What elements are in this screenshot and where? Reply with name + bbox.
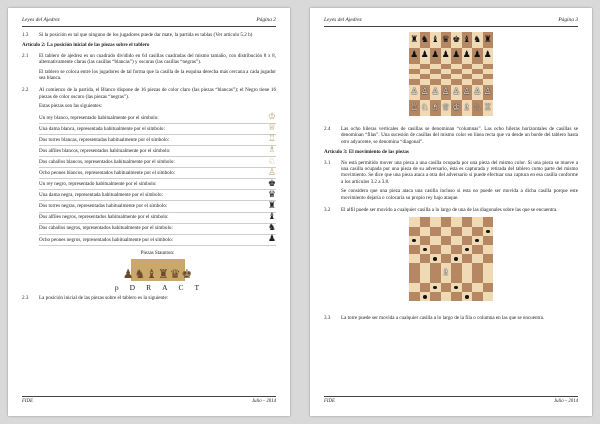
board-square [409,236,420,245]
board-square [420,100,431,116]
board-square [472,85,483,101]
chess-piece-icon: ♙ [473,87,482,98]
staunton-piece-icon: ♝ [146,267,157,282]
piece-description: Ocho peones negros, representados habitualmente por el símbolo: [39,236,174,243]
board-square [430,236,441,245]
board-square [451,245,462,254]
chess-piece-icon: ♙ [420,87,429,98]
document-page-left [8,8,290,416]
article-number: 3.1 [324,159,331,166]
piece-letter: T [194,283,201,293]
board-square [462,236,473,245]
board-square [483,292,494,301]
chess-piece-icon: ♗ [267,145,276,156]
article-2-4 [324,126,578,145]
article-number: 2.4 [324,126,331,132]
board-square [462,227,473,236]
chess-piece-icon: ♟ [441,50,450,61]
move-marker-icon [465,295,469,298]
move-marker-icon [454,286,458,289]
board-square [409,32,420,48]
header-page-number: Página 2 [256,17,276,23]
board-square [483,100,494,116]
board-square [451,254,462,263]
header-title: Leyes del Ajedrez [22,17,60,23]
board-square [430,100,441,116]
piece-list-item [39,135,276,146]
chess-piece-icon: ♟ [267,234,276,245]
chess-piece-icon: ♝ [462,34,471,45]
board-square [409,217,420,226]
board-square [472,227,483,236]
piece-list-item [39,235,276,246]
board-square [409,100,420,116]
board-square [430,227,441,236]
board-square [451,292,462,301]
board-square [420,85,431,101]
article-paragraph: No está permitido mover una pieza a una casilla ocupada por una pieza del mismo color. Si una pieza se mueve a una casilla ocupada por una pieza de su adversario, ésta es capturada y retirada del tablero como parte del mismo movimiento. Se dice que una pieza ataca a otra del adversario si puede efectuar una captura en esa casilla conforme a los artículos 3.2 a 3.8. [341,159,578,185]
chess-piece-icon: ♝ [267,212,276,223]
chess-piece-icon: ♝ [431,34,440,45]
board-square [483,227,494,236]
article-text: La torre puede ser movida a cualquier casilla a lo largo de la fila o columna en las que se encuentra. [341,315,545,322]
chess-piece-icon: ♞ [420,34,429,45]
board-square [462,48,473,64]
board-square [409,254,420,263]
piece-letter: D [129,283,137,293]
board-square [420,217,431,226]
move-marker-icon [433,257,437,260]
board-square [472,32,483,48]
board-square [483,32,494,48]
article-paragraph: Estas piezas son las siguientes: [39,103,103,110]
staunton-piece-icon: ♜ [158,267,169,282]
board-square [472,100,483,116]
board-square [430,283,441,292]
article-number: 2.3 [22,294,29,301]
board-square [462,32,473,48]
piece-list-item [39,146,276,157]
article-text: La posición inicial de las piezas sobre el tablero es la siguiente: [39,294,169,301]
board-square [472,283,483,292]
article-paragraph: Al comienzo de la partida, el Blanco dispone de 16 piezas de color claro (las piezas “blancas”); el Negro tiene 16 piezas de color oscuro (las piezas “negras”). [39,87,276,100]
footer-date: Julio – 2014 [554,399,578,404]
board-square [430,32,441,48]
article-paragraph: El tablero de ajedrez es un cuadrado dividido en 64 casillas cuadradas del mismo tamaño, con distribución 8 x 8, alternativamente claras (las casillas “blancas”) y oscuras (las casillas “negras”). [39,52,276,66]
article-paragraph: Se considera que una pieza ataca una casilla incluso si esta no puede ser movida a dicha casilla porque este movimiento dejaría o colocaría su propio rey bajo ataque. [341,188,578,201]
chess-piece-icon: ♙ [452,87,461,98]
chess-piece-icon: ♜ [267,200,276,211]
piece-list-item [39,224,276,235]
board-square [451,236,462,245]
staunton-caption: Piezas Staunton: [140,249,175,256]
board-square [472,292,483,301]
chess-piece-icon: ♘ [267,156,276,167]
piece-description: Dos torres negras, representadas habitualmente por el símbolo: [39,203,168,210]
board-square [420,283,431,292]
board-square [409,85,420,101]
chess-piece-icon: ♕ [267,123,276,134]
chess-piece-icon: ♙ [410,87,419,98]
article-paragraph: El tablero se coloca entre los jugadores de tal forma que la casilla de la esquina derecha más cercana a cada jugador sea blanca. [39,68,276,82]
chess-piece-icon: ♖ [483,102,492,113]
article-1-3 [22,32,276,38]
move-marker-icon [454,257,458,260]
chess-piece-icon: ♙ [267,167,276,178]
page-footer [324,396,578,406]
board-square [420,236,431,245]
chess-piece-icon: ♛ [441,34,450,45]
chess-piece-icon: ♔ [267,112,276,123]
staunton-piece-icon: ♚ [181,267,193,282]
staunton-piece-icon: ♞ [134,267,146,282]
article-3-2 [324,207,578,213]
piece-description: Dos alfiles negros, representados habitualmente por el símbolo: [39,214,169,221]
piece-letter: A [162,283,169,293]
article-3-3 [324,315,578,321]
board-square [451,48,462,64]
piece-description: Dos caballos blancos, representados habitualmente por el símbolo: [39,158,175,165]
board-square [441,48,452,64]
chess-piece-icon: ♖ [267,134,276,145]
piece-description: Un rey blanco, representado habitualmente por el símbolo: [39,114,159,121]
piece-description: Un rey negro, representado habitualmente por el símbolo: [39,181,157,188]
chess-piece-icon: ♗ [462,102,471,113]
board-square [451,85,462,101]
piece-list-item [39,179,276,190]
chess-piece-icon: ♟ [410,50,419,61]
board-square [451,32,462,48]
board-square [462,85,473,101]
board-square [483,263,494,283]
board-square [441,217,452,226]
staunton-piece-icon: ♟ [122,267,134,282]
chess-piece-icon: ♜ [410,34,419,45]
board-square [451,263,462,283]
board-square [430,263,441,283]
footer-org: FIDE [324,399,335,404]
board-square [441,85,452,101]
board-square [420,292,431,301]
footer-date: Julio – 2014 [252,399,276,404]
piece-letter: p [114,283,120,293]
page-body [324,32,578,325]
board-square [409,283,420,292]
piece-list-item [39,113,276,124]
board-square [409,48,420,64]
board-square [430,217,441,226]
move-marker-icon [433,286,437,289]
move-marker-icon [423,295,427,298]
board-square [462,254,473,263]
header-title: Leyes del Ajedrez [324,17,362,23]
board-square [420,254,431,263]
board-square [441,236,452,245]
page-header [22,16,276,27]
move-marker-icon [475,239,479,242]
board-square [483,48,494,64]
piece-list-item [39,124,276,135]
piece-list-item [39,157,276,168]
staunton-pieces-image [122,259,193,282]
board-square [451,100,462,116]
board-square [441,100,452,116]
piece-description: Ocho peones blancos, representados habitualmente por el símbolo: [39,169,176,176]
chess-piece-icon: ♚ [452,34,461,45]
piece-description: Dos torres blancas, representadas habitualmente por el símbolo: [39,136,170,143]
article-number: 3.3 [324,315,331,322]
chess-piece-icon: ♘ [420,102,429,113]
board-square [409,263,420,283]
board-square [462,263,473,283]
board-square [472,236,483,245]
piece-list-item [39,190,276,201]
chess-piece-icon: ♟ [452,50,461,61]
piece-list-item [39,213,276,224]
chess-piece-icon: ♙ [441,87,450,98]
document-page-right [310,8,592,416]
board-square [483,236,494,245]
piece-description: Una dama blanca, representada habitualmente por el símbolo: [39,125,165,132]
chess-piece-icon: ♗ [441,268,450,278]
article-text: Las ocho hileras verticales de casillas se denominan “columnas”. Las ocho hileras horizontales de casillas se denominan “filas”. Una sucesión de casillas del mismo color en línea recta que va desde un borde del tablero hasta otro adyacente, se denomina “diagonal”. [341,126,578,145]
board-square [451,227,462,236]
board-square [409,292,420,301]
footer-org: FIDE [22,399,33,404]
article-2-heading: Artículo 2: La posición inicial de las piezas sobre el tablero [22,42,150,49]
article-text: El alfil puede ser movido a cualquier casilla a lo largo de una de las diagonales sobre las que se encuentra. [341,207,558,214]
piece-list-item [39,168,276,179]
chessboard-initial-position [409,32,493,116]
chess-piece-icon: ♙ [462,87,471,98]
chess-piece-icon: ♛ [267,189,276,200]
article-2-1 [22,53,276,85]
piece-description: Dos alfiles blancos, representados habitualmente por el símbolo: [39,147,171,154]
board-square [409,227,420,236]
page-footer [22,396,276,406]
chess-piece-icon: ♚ [267,178,276,189]
board-square [420,48,431,64]
piece-letters [39,285,276,291]
board-square [462,100,473,116]
article-text: Si la posición es tal que ninguno de los jugadores puede dar mate, la partida es tablas (Ver artículo 5.2 b) [39,32,253,38]
board-square [430,245,441,254]
board-square [420,227,431,236]
board-square [441,292,452,301]
piece-list-item [39,201,276,212]
page-header [324,16,578,27]
board-square [409,245,420,254]
page-body [22,32,276,304]
board-square [462,283,473,292]
board-square [441,32,452,48]
board-square [430,292,441,301]
board-square [472,263,483,283]
board-square [483,85,494,101]
board-square [441,263,452,283]
move-marker-icon [412,239,416,242]
header-page-number: Página 3 [558,17,578,23]
board-square [451,283,462,292]
piece-letter: C [178,283,185,293]
board-square [420,245,431,254]
board-square [430,85,441,101]
board-square [462,292,473,301]
board-square [483,245,494,254]
board-square [441,254,452,263]
board-square [420,32,431,48]
chess-piece-icon: ♗ [431,102,440,113]
board-square [430,48,441,64]
board-square [441,245,452,254]
chess-piece-icon: ♟ [483,50,492,61]
piece-list [39,113,276,246]
article-number: 1.3 [22,32,29,38]
board-square [441,227,452,236]
board-square [472,245,483,254]
board-square [462,245,473,254]
move-marker-icon [486,230,490,233]
board-square [483,283,494,292]
article-3-1 [324,160,578,204]
chess-piece-icon: ♖ [410,102,419,113]
board-square [441,283,452,292]
chess-piece-icon: ♟ [420,50,429,61]
staunton-piece-icon: ♛ [169,267,181,282]
chess-piece-icon: ♙ [483,87,492,98]
board-square [472,254,483,263]
article-2-2 [22,87,276,291]
chess-piece-icon: ♔ [452,102,461,113]
chess-piece-icon: ♜ [483,34,492,45]
board-square [472,48,483,64]
board-square [451,217,462,226]
piece-description: Una dama negra, representada habitualmente por el símbolo: [39,192,163,199]
article-number: 2.2 [22,87,29,94]
chess-piece-icon: ♞ [473,34,482,45]
chess-piece-icon: ♞ [267,223,276,234]
chess-piece-icon: ♙ [431,87,440,98]
move-marker-icon [465,248,469,251]
chessboard-bishop-moves [409,217,493,301]
chess-piece-icon: ♟ [473,50,482,61]
chess-piece-icon: ♕ [441,102,450,113]
article-3-heading: Artículo 3: El movimiento de las piezas [324,149,409,156]
board-square [472,217,483,226]
board-square [462,217,473,226]
piece-description: Dos caballos negros, representados habitualmente por el símbolo: [39,225,173,232]
move-marker-icon [423,248,427,251]
board-square [430,254,441,263]
board-square [483,217,494,226]
article-2-3 [22,295,276,301]
article-number: 3.2 [324,207,331,214]
chess-piece-icon: ♘ [473,102,482,113]
board-square [483,254,494,263]
piece-letter: R [146,283,153,293]
chess-piece-icon: ♟ [431,50,440,61]
chess-piece-icon: ♟ [462,50,471,61]
article-number: 2.1 [22,52,29,59]
board-square [420,263,431,283]
